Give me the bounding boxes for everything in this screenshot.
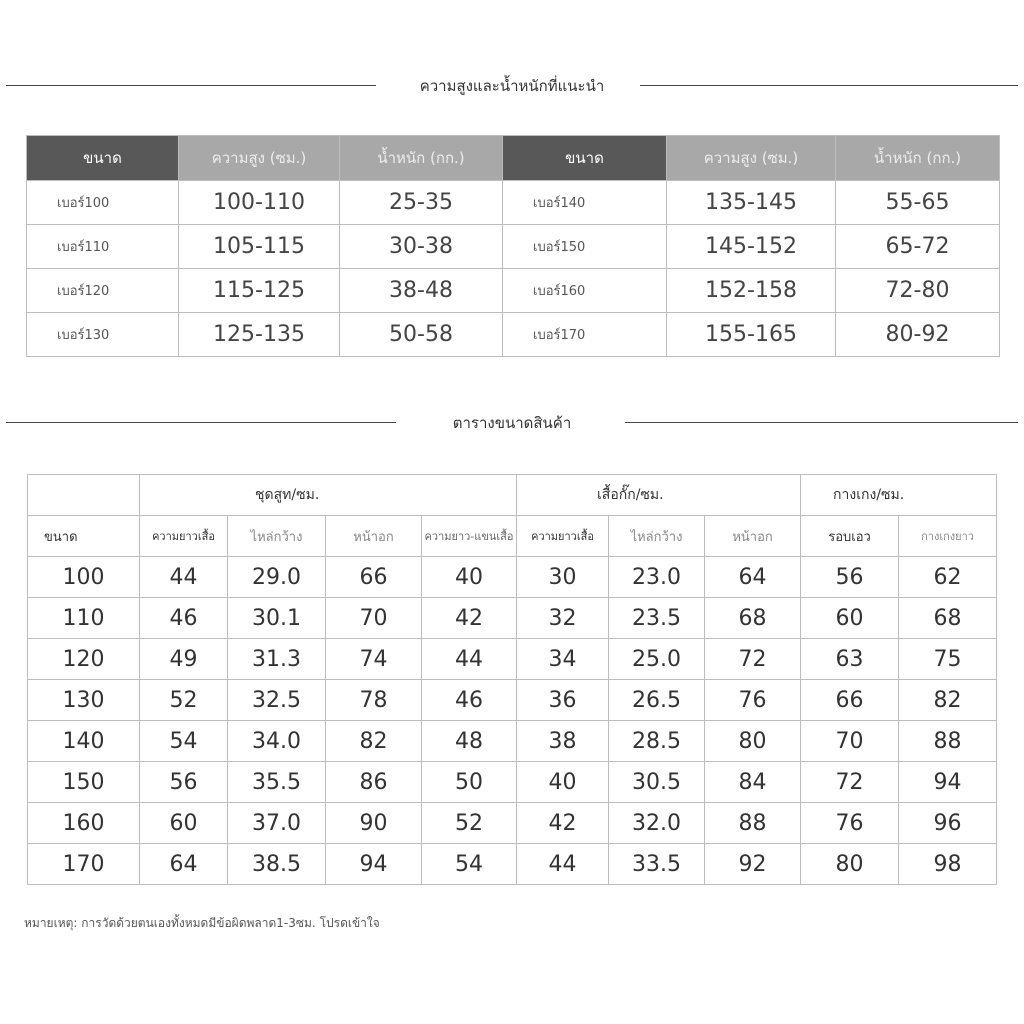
measurement-cell: 98 xyxy=(899,844,997,885)
measurement-cell: 31.3 xyxy=(228,639,326,680)
table-row xyxy=(27,269,1000,313)
measurement-cell: 32 xyxy=(517,598,609,639)
measurement-cell: 34 xyxy=(517,639,609,680)
size-cell: เบอร์110 xyxy=(27,225,179,269)
measurement-cell: 64 xyxy=(705,557,801,598)
column-header: ไหล่กว้าง xyxy=(609,516,705,557)
measurement-cell: 28.5 xyxy=(609,721,705,762)
measurement-cell: 66 xyxy=(326,557,422,598)
column-header: รอบเอว xyxy=(801,516,899,557)
column-header: ความยาวเสื้อ xyxy=(140,516,228,557)
measurement-cell: 34.0 xyxy=(228,721,326,762)
column-header: หน้าอก xyxy=(326,516,422,557)
measurement-cell: 42 xyxy=(422,598,517,639)
column-header: ขนาด xyxy=(503,136,667,181)
measurement-cell: 44 xyxy=(422,639,517,680)
measurement-cell: 33.5 xyxy=(609,844,705,885)
table-header-row xyxy=(27,136,1000,181)
measurement-cell: 32.0 xyxy=(609,803,705,844)
measurement-cell: 30.5 xyxy=(609,762,705,803)
measurement-cell: 56 xyxy=(140,762,228,803)
measurement-cell: 68 xyxy=(899,598,997,639)
weight-cell: 55-65 xyxy=(836,181,1000,225)
measurement-cell: 35.5 xyxy=(228,762,326,803)
table-row xyxy=(27,181,1000,225)
size-cell: เบอร์160 xyxy=(503,269,667,313)
measurement-cell: 38 xyxy=(517,721,609,762)
measurement-cell: 49 xyxy=(140,639,228,680)
measurement-cell: 44 xyxy=(140,557,228,598)
measurement-cell: 36 xyxy=(517,680,609,721)
measurement-cell: 82 xyxy=(326,721,422,762)
measurement-cell: 46 xyxy=(140,598,228,639)
section-title-size-chart xyxy=(0,413,1024,433)
column-header: ขนาด xyxy=(27,136,179,181)
measurement-cell: 94 xyxy=(326,844,422,885)
height-cell: 115-125 xyxy=(179,269,340,313)
column-header: ความสูง (ซม.) xyxy=(667,136,836,181)
size-cell: 130 xyxy=(28,680,140,721)
measurement-cell: 94 xyxy=(899,762,997,803)
measurement-cell: 29.0 xyxy=(228,557,326,598)
size-table-body xyxy=(28,557,997,885)
size-cell: 150 xyxy=(28,762,140,803)
measurement-cell: 80 xyxy=(801,844,899,885)
measurement-cell: 40 xyxy=(422,557,517,598)
measurement-cell: 90 xyxy=(326,803,422,844)
section-title-text: ความสูงและน้ำหนักที่แนะนำ xyxy=(402,77,623,95)
measurement-cell: 76 xyxy=(705,680,801,721)
weight-cell: 50-58 xyxy=(340,313,503,357)
measurement-cell: 70 xyxy=(326,598,422,639)
group-header-row xyxy=(28,475,997,516)
height-cell: 145-152 xyxy=(667,225,836,269)
group-header-vest: เสื้อกั๊ก/ซม. xyxy=(517,475,801,516)
measurement-cell: 40 xyxy=(517,762,609,803)
measurement-cell: 75 xyxy=(899,639,997,680)
column-header: ความยาวเสื้อ xyxy=(517,516,609,557)
weight-cell: 80-92 xyxy=(836,313,1000,357)
group-header-suit: ชุดสูท/ซม. xyxy=(140,475,517,516)
measurement-cell: 52 xyxy=(422,803,517,844)
column-header: กางเกงยาว xyxy=(899,516,997,557)
measurement-cell: 68 xyxy=(705,598,801,639)
measurement-cell: 44 xyxy=(517,844,609,885)
measurement-cell: 32.5 xyxy=(228,680,326,721)
table-row xyxy=(28,844,997,885)
measurement-cell: 70 xyxy=(801,721,899,762)
empty-header-cell xyxy=(28,475,140,516)
measurement-cell: 80 xyxy=(705,721,801,762)
measurement-cell: 60 xyxy=(801,598,899,639)
measurement-cell: 72 xyxy=(705,639,801,680)
column-header: ไหล่กว้าง xyxy=(228,516,326,557)
table-row xyxy=(28,598,997,639)
measurement-cell: 82 xyxy=(899,680,997,721)
size-cell: เบอร์130 xyxy=(27,313,179,357)
recommended-size-table xyxy=(26,135,1000,357)
measurement-cell: 25.0 xyxy=(609,639,705,680)
product-size-table xyxy=(27,474,997,885)
measurement-cell: 23.0 xyxy=(609,557,705,598)
height-cell: 152-158 xyxy=(667,269,836,313)
table-row xyxy=(28,803,997,844)
measurement-cell: 38.5 xyxy=(228,844,326,885)
weight-cell: 72-80 xyxy=(836,269,1000,313)
measurement-cell: 54 xyxy=(422,844,517,885)
column-header: น้ำหนัก (กก.) xyxy=(836,136,1000,181)
size-cell: 110 xyxy=(28,598,140,639)
measurement-cell: 48 xyxy=(422,721,517,762)
group-header-pants: กางเกง/ซม. xyxy=(801,475,997,516)
table-row xyxy=(27,225,1000,269)
measurement-cell: 88 xyxy=(899,721,997,762)
measurement-cell: 88 xyxy=(705,803,801,844)
weight-cell: 30-38 xyxy=(340,225,503,269)
table-row xyxy=(27,313,1000,357)
height-cell: 105-115 xyxy=(179,225,340,269)
size-cell: เบอร์100 xyxy=(27,181,179,225)
section-title-text: ตารางขนาดสินค้า xyxy=(435,414,590,432)
measurement-cell: 56 xyxy=(801,557,899,598)
column-header: ความสูง (ซม.) xyxy=(179,136,340,181)
measurement-cell: 66 xyxy=(801,680,899,721)
column-header: น้ำหนัก (กก.) xyxy=(340,136,503,181)
measurement-cell: 92 xyxy=(705,844,801,885)
size-cell: 170 xyxy=(28,844,140,885)
table-row xyxy=(28,639,997,680)
size-cell: เบอร์170 xyxy=(503,313,667,357)
measurement-cell: 84 xyxy=(705,762,801,803)
measurement-cell: 42 xyxy=(517,803,609,844)
measurement-cell: 30.1 xyxy=(228,598,326,639)
size-cell: 100 xyxy=(28,557,140,598)
weight-cell: 38-48 xyxy=(340,269,503,313)
measurement-cell: 74 xyxy=(326,639,422,680)
size-cell: 120 xyxy=(28,639,140,680)
height-cell: 135-145 xyxy=(667,181,836,225)
height-cell: 125-135 xyxy=(179,313,340,357)
measurement-cell: 46 xyxy=(422,680,517,721)
measurement-cell: 60 xyxy=(140,803,228,844)
height-cell: 155-165 xyxy=(667,313,836,357)
measurement-cell: 78 xyxy=(326,680,422,721)
measurement-cell: 86 xyxy=(326,762,422,803)
column-header-row xyxy=(28,516,997,557)
table-row xyxy=(28,557,997,598)
size-cell: เบอร์140 xyxy=(503,181,667,225)
measurement-cell: 26.5 xyxy=(609,680,705,721)
size-cell: เบอร์120 xyxy=(27,269,179,313)
table-row xyxy=(28,721,997,762)
size-cell: 160 xyxy=(28,803,140,844)
measurement-cell: 72 xyxy=(801,762,899,803)
measurement-cell: 54 xyxy=(140,721,228,762)
section-title-recommended xyxy=(0,76,1024,96)
measurement-cell: 50 xyxy=(422,762,517,803)
measurement-cell: 96 xyxy=(899,803,997,844)
measurement-cell: 76 xyxy=(801,803,899,844)
column-header: หน้าอก xyxy=(705,516,801,557)
measurement-cell: 63 xyxy=(801,639,899,680)
column-header: ขนาด xyxy=(28,516,140,557)
measurement-cell: 23.5 xyxy=(609,598,705,639)
size-cell: 140 xyxy=(28,721,140,762)
column-header: ความยาว-แขนเสื้อ xyxy=(422,516,517,557)
measurement-cell: 64 xyxy=(140,844,228,885)
weight-cell: 65-72 xyxy=(836,225,1000,269)
measurement-cell: 30 xyxy=(517,557,609,598)
weight-cell: 25-35 xyxy=(340,181,503,225)
table-row xyxy=(28,762,997,803)
size-cell: เบอร์150 xyxy=(503,225,667,269)
height-cell: 100-110 xyxy=(179,181,340,225)
footnote: หมายเหตุ: การวัดด้วยตนเองทั้งหมดมีข้อผิดพลาด1-3ซม. โปรดเข้าใจ xyxy=(24,916,380,930)
measurement-cell: 52 xyxy=(140,680,228,721)
measurement-cell: 37.0 xyxy=(228,803,326,844)
measurement-cell: 62 xyxy=(899,557,997,598)
table-row xyxy=(28,680,997,721)
